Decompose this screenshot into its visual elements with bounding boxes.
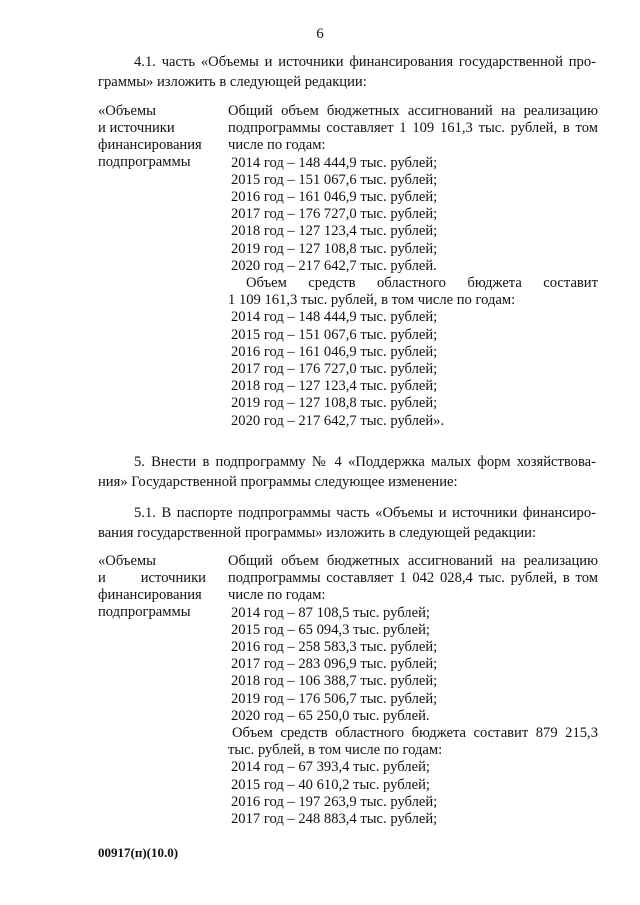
paragraph-5-1 [98, 503, 596, 543]
year-line: 2020 год – 65 250,0 тыс. рублей. [231, 707, 430, 724]
year-line: 2014 год – 148 444,9 тыс. рублей; [231, 309, 438, 326]
year-line: 2016 год – 161 046,9 тыс. рублей; [231, 343, 438, 360]
year-line: 2014 год – 67 393,4 тыс. рублей; [231, 759, 430, 776]
funding-block-2-label [98, 553, 220, 621]
regional-budget-line: 1 109 161,3 тыс. рублей, в том числе по годам: [228, 292, 516, 309]
paragraph-4-1 [98, 52, 596, 92]
funding-block-1-content [228, 103, 598, 430]
year-line: 2014 год – 87 108,5 тыс. рублей; [231, 604, 430, 621]
year-line: 2019 год – 127 108,8 тыс. рублей; [231, 395, 438, 412]
document-code: 00917(п)(10.0) [98, 845, 179, 860]
year-line: 2018 год – 127 123,4 тыс. рублей; [231, 378, 438, 395]
year-line: 2016 год – 161 046,9 тыс. рублей; [231, 189, 438, 206]
intro-line: числе по годам: [228, 587, 326, 604]
label-line: финансирования [98, 137, 202, 153]
intro-line: подпрограммы составляет 1 109 161,3 тыс. рублей, в том [228, 120, 598, 137]
year-line: 2015 год – 65 094,3 тыс. рублей; [231, 621, 430, 638]
year-line: 2014 год – 148 444,9 тыс. рублей; [231, 154, 438, 171]
paragraph-4-1-line1: 4.1. часть «Объемы и источники финансирования государственной про- [134, 54, 596, 70]
label-line: «Объемы [98, 103, 156, 119]
paragraph-5-1-line2: вания государственной программы» изложить в следующей редакции: [98, 525, 537, 541]
paragraph-4-1-line2: граммы» изложить в следующей редакции: [98, 74, 367, 90]
year-line: 2016 год – 197 263,9 тыс. рублей; [231, 793, 438, 810]
regional-budget-line: тыс. рублей, в том числе по годам: [228, 742, 443, 759]
regional-budget-line: Объем средств областного бюджета составит 879 215,3 [232, 725, 598, 742]
paragraph-5-line2: ния» Государственной программы следующее изменение: [98, 474, 458, 490]
year-line: 2015 год – 151 067,6 тыс. рублей; [231, 171, 438, 188]
year-line: 2020 год – 217 642,7 тыс. рублей. [231, 257, 437, 274]
label-line: источники [140, 570, 206, 586]
funding-block-1-label [98, 103, 220, 171]
year-line: 2020 год – 217 642,7 тыс. рублей». [231, 412, 445, 429]
intro-line: Общий объем бюджетных ассигнований на реализацию [228, 553, 598, 569]
year-line: 2017 год – 176 727,0 тыс. рублей; [231, 361, 438, 378]
year-line: 2015 год – 40 610,2 тыс. рублей; [231, 776, 430, 793]
year-line: 2017 год – 283 096,9 тыс. рублей; [231, 656, 438, 673]
year-line: 2019 год – 176 506,7 тыс. рублей; [231, 690, 438, 707]
intro-line: числе по годам: [228, 137, 326, 154]
label-line: подпрограммы [98, 604, 191, 620]
year-line: 2017 год – 176 727,0 тыс. рублей; [231, 206, 438, 223]
label-line: и [98, 570, 106, 586]
label-line: и источники [98, 120, 175, 136]
label-line: «Объемы [98, 553, 156, 569]
paragraph-5 [98, 452, 596, 492]
year-line: 2018 год – 106 388,7 тыс. рублей; [231, 673, 438, 690]
year-line: 2016 год – 258 583,3 тыс. рублей; [231, 639, 438, 656]
intro-line: подпрограммы составляет 1 042 028,4 тыс. рублей, в том [228, 570, 598, 587]
regional-budget-line: Объем средств областного бюджета составит [246, 275, 598, 292]
funding-block-2-content [228, 553, 598, 828]
year-line: 2017 год – 248 883,4 тыс. рублей; [231, 811, 438, 828]
page-number: 6 [316, 26, 324, 42]
paragraph-5-1-line1: 5.1. В паспорте подпрограммы часть «Объемы и источники финансиро- [134, 505, 596, 521]
year-line: 2019 год – 127 108,8 тыс. рублей; [231, 240, 438, 257]
label-line: финансирования [98, 587, 202, 603]
paragraph-5-line1: 5. Внести в подпрограмму № 4 «Поддержка малых форм хозяйствова- [134, 454, 596, 470]
year-line: 2015 год – 151 067,6 тыс. рублей; [231, 326, 438, 343]
label-line: подпрограммы [98, 154, 191, 170]
intro-line: Общий объем бюджетных ассигнований на реализацию [228, 103, 598, 119]
year-line: 2018 год – 127 123,4 тыс. рублей; [231, 223, 438, 240]
